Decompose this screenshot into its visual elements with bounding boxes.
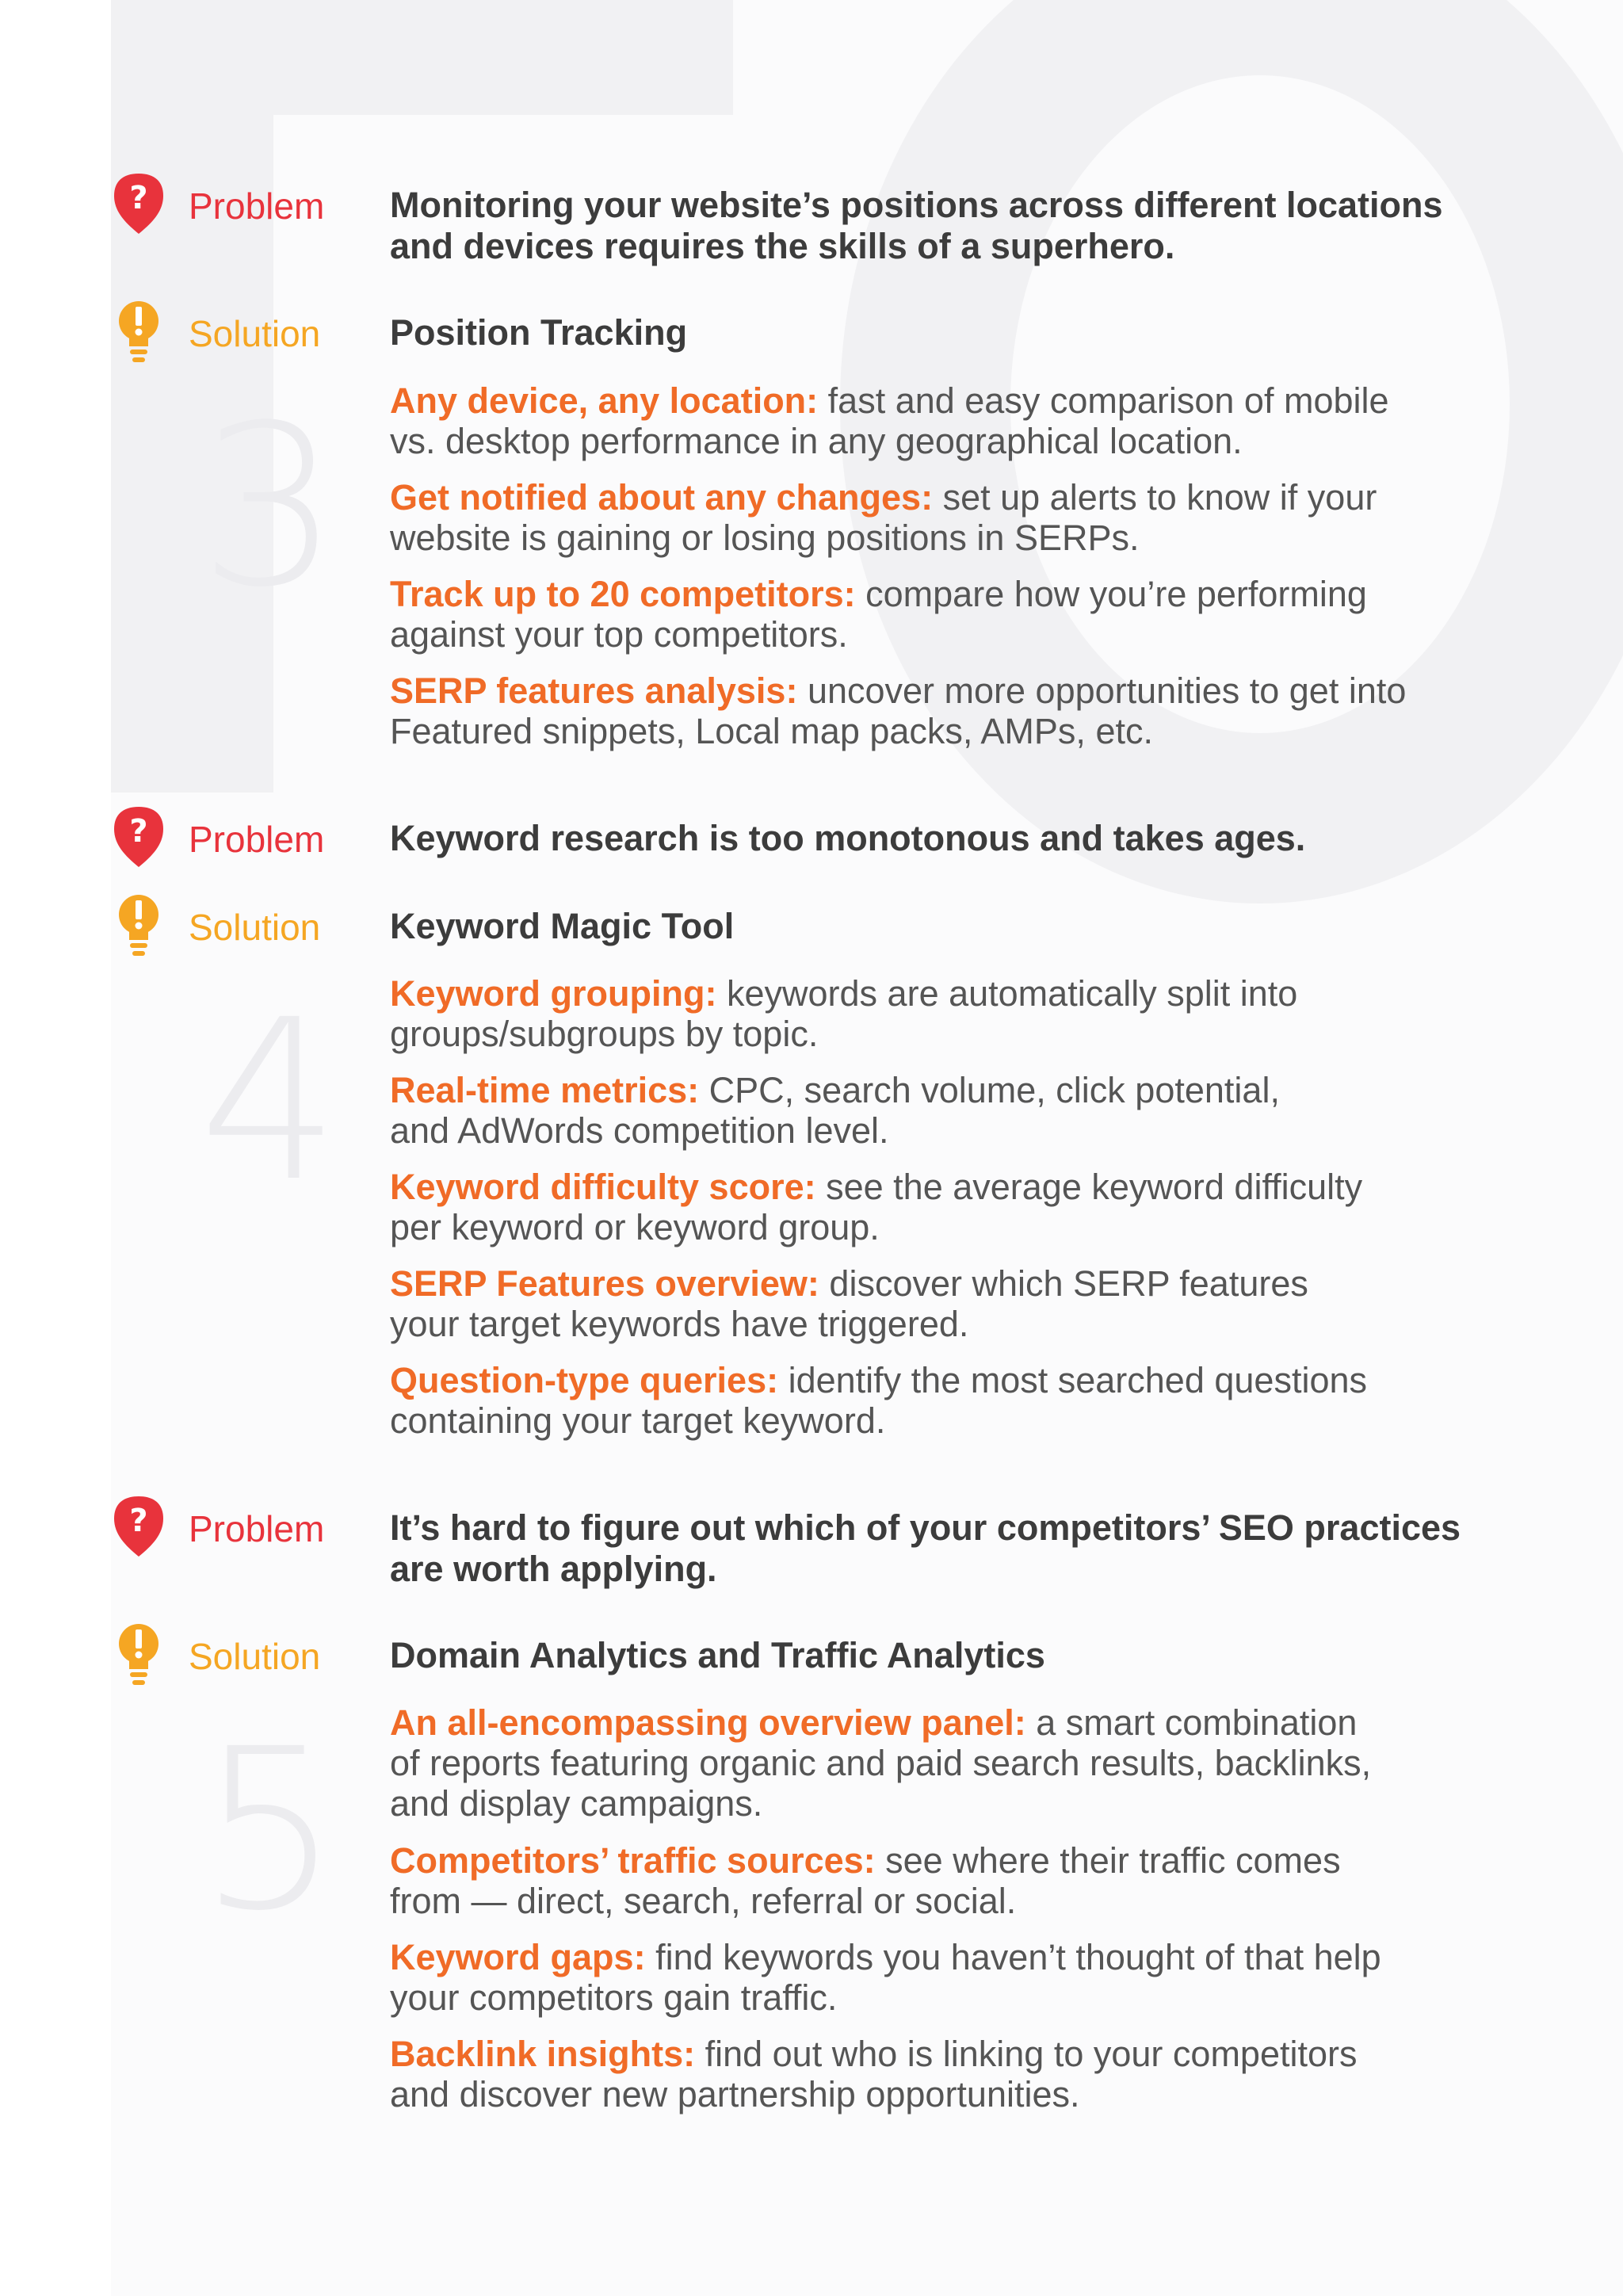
solution-label: Solution: [189, 907, 321, 948]
problem-text: Keyword research is too monotonous and takes ages.: [390, 818, 1306, 858]
lightbulb-icon: [111, 297, 166, 369]
svg-text:?: ?: [129, 1503, 148, 1539]
section-number: 4: [198, 972, 341, 1231]
feature-item: Backlink insights: find out who is linking to your competitors and discover new partnership opportunities.: [390, 2034, 1358, 2115]
lightbulb-icon: [111, 1620, 166, 1691]
feature-item: Get notified about any changes: set up alerts to know if your website is gaining or losing positions in SERPs.: [390, 477, 1377, 558]
solution-title: Position Tracking: [390, 312, 688, 353]
solution-label: Solution: [189, 1636, 321, 1677]
svg-text:?: ?: [129, 813, 148, 850]
solution-label: Solution: [189, 313, 321, 354]
feature-item: Keyword difficulty score: see the average keyword difficulty per keyword or keyword group.: [390, 1167, 1363, 1247]
feature-item: Question-type queries: identify the most searched questions containing your target keyword.: [390, 1360, 1367, 1441]
problem-text: Monitoring your website’s positions across different locations and devices requires the skills of a superhero.: [390, 185, 1443, 266]
feature-item: An all-encompassing overview panel: a smart combination of reports featuring organic and paid search results, backlinks, and display campaigns.: [390, 1702, 1372, 1824]
feature-item: Keyword grouping: keywords are automatically split into groups/subgroups by topic.: [390, 973, 1298, 1054]
problem-label: Problem: [189, 1508, 325, 1549]
question-shield-icon: [111, 170, 166, 242]
lightbulb-icon: [111, 891, 166, 962]
solution-title: Domain Analytics and Traffic Analytics: [390, 1635, 1045, 1675]
feature-item: SERP features analysis: uncover more opportunities to get into Featured snippets, Local map packs, AMPs, etc.: [390, 670, 1407, 751]
feature-item: Competitors’ traffic sources: see where their traffic comes from — direct, search, referral or social.: [390, 1840, 1341, 1921]
feature-item: Any device, any location: fast and easy comparison of mobile vs. desktop performance in any geographical location.: [390, 380, 1389, 461]
problem-label: Problem: [189, 819, 325, 860]
question-shield-icon: [111, 804, 166, 875]
problem-text: It’s hard to figure out which of your competitors’ SEO practices are worth applying.: [390, 1507, 1461, 1589]
solution-title: Keyword Magic Tool: [390, 906, 735, 946]
section-number: 3: [198, 378, 341, 636]
background-letter-e-top: [111, 0, 733, 115]
feature-item: Track up to 20 competitors: compare how you’re performing against your top competitors.: [390, 574, 1367, 655]
feature-item: Real-time metrics: CPC, search volume, click potential, and AdWords competition level.: [390, 1070, 1280, 1151]
question-shield-icon: [111, 1493, 166, 1564]
section-number: 5: [198, 1702, 341, 1960]
svg-text:?: ?: [129, 180, 148, 216]
feature-item: SERP Features overview: discover which SERP features your target keywords have triggered.: [390, 1263, 1308, 1344]
feature-item: Keyword gaps: find keywords you haven’t thought of that help your competitors gain traffic.: [390, 1937, 1381, 2018]
problem-label: Problem: [189, 185, 325, 227]
